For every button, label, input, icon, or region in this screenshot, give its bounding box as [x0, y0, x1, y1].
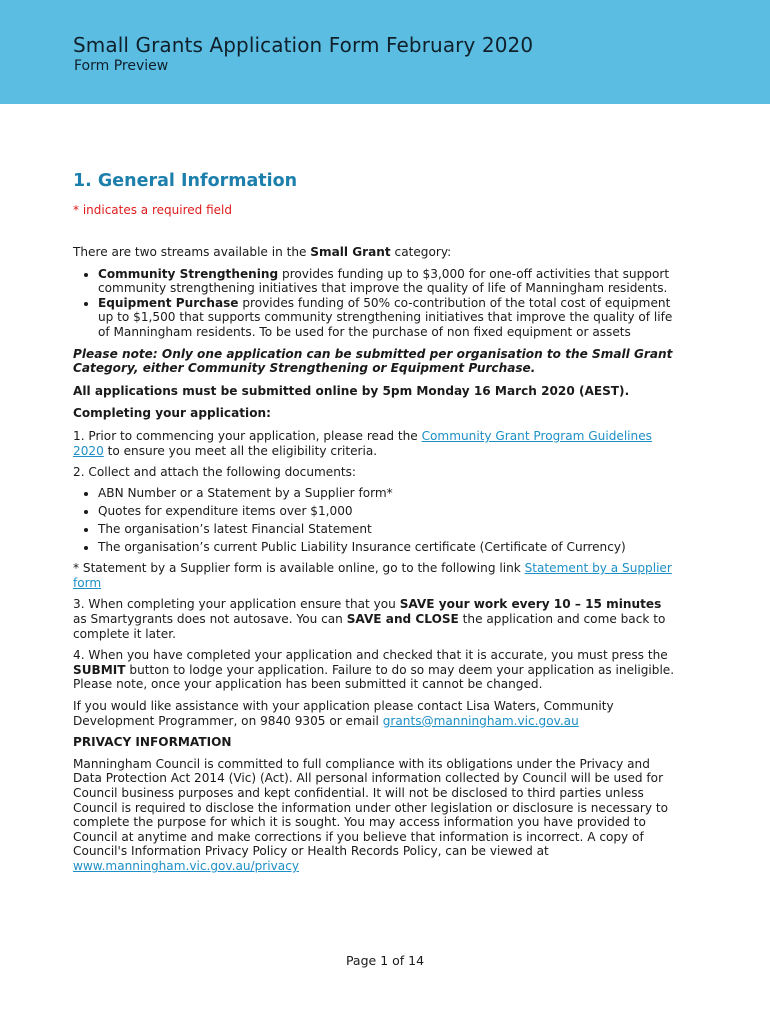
step-1-text: 1. Prior to commencing your application, please read the: [73, 428, 422, 443]
documents-list: [73, 486, 678, 555]
step-3-bold-2: SAVE and CLOSE: [346, 612, 459, 627]
form-title: Small Grants Application Form February 2020: [73, 33, 534, 57]
step-3: [73, 597, 678, 641]
supplier-note: [73, 561, 678, 590]
step-4-text: 4. When you have completed your application and checked that it is accurate, you must press the: [73, 648, 668, 663]
step-4-text-2: button to lodge your application. Failure to do so may deem your application as ineligible. Please note, once your application has been submitted it cannot be changed.: [73, 662, 675, 692]
assistance-text: If you would like assistance with your application please contact Lisa Waters, Community Development Programmer, on 9840 9305 or email: [73, 699, 614, 728]
intro-text: There are two streams available in the: [73, 245, 311, 259]
privacy-paragraph: [73, 757, 678, 874]
please-note: Please note: Only one application can be submitted per organisation to the Small Grant Category, either Community Strengthening or Equipment Purchase.: [73, 346, 673, 376]
list-item: • Quotes for expenditure items over $1,000: [98, 504, 678, 519]
privacy-text: Manningham Council is committed to full compliance with its obligations under the Privacy and Data Protection Act 2014 (Vic) (Act). All personal information collected by Council will be used for Council business purposes and kept confidential. It will not be disclosed to third parties unless Council is required to disclose the information under other legislation or disclosure is necessary to complete the purpose for which it is sought. You may access information you have provided to Council at anytime and make corrections if you believe that information is incorrect. A copy of Council's Information Privacy Policy or Health Records Policy, can be viewed at: [73, 756, 669, 859]
section-title: 1. General Information: [73, 171, 298, 191]
stream-name: Equipment Purchase: [98, 295, 239, 310]
intro-text-after: category:: [390, 245, 452, 259]
step-1-text-after: to ensure you meet all the eligibility criteria.: [103, 443, 378, 458]
supplier-form-link[interactable]: Statement by a Supplier form: [73, 561, 672, 590]
intro-bold: Small Grant: [310, 245, 391, 259]
stream-name: Community Strengthening: [98, 266, 279, 281]
privacy-link[interactable]: www.manningham.vic.gov.au/privacy: [73, 858, 300, 873]
step-3-bold: SAVE your work every 10 – 15 minutes: [399, 597, 662, 612]
deadline-text: All applications must be submitted online by 5pm Monday 16 March 2020 (AEST).: [73, 383, 630, 398]
supplier-note-text: * Statement by a Supplier form is available online, go to the following link: [73, 561, 525, 576]
step-3-text-2: as Smartygrants does not autosave. You can: [73, 612, 347, 627]
list-item: [98, 267, 678, 296]
guidelines-link[interactable]: Community Grant Program Guidelines 2020: [73, 428, 652, 458]
privacy-heading: PRIVACY INFORMATION: [73, 735, 232, 750]
form-content: [73, 170, 678, 874]
step-2: 2. Collect and attach the following documents:: [73, 465, 356, 480]
stream-text: provides funding of 50% co-contribution of the total cost of equipment up to $1,500 that supports community strengthening initiatives that improve the quality of life of Manningham residents. To be used for the purchase of non fixed equipment or assets: [98, 295, 673, 339]
streams-list: [73, 267, 678, 340]
page-header: [0, 0, 770, 104]
step-4: [73, 648, 678, 692]
required-field-note: * indicates a required field: [73, 203, 232, 217]
step-4-bold: SUBMIT: [73, 662, 126, 677]
completing-heading: Completing your application:: [73, 406, 271, 421]
assistance-paragraph: [73, 699, 678, 728]
email-link[interactable]: grants@manningham.vic.gov.au: [382, 713, 579, 728]
step-3-text-3: the application and come back to complete it later.: [73, 612, 666, 641]
list-item: [98, 296, 678, 340]
page-number: Page 1 of 14: [345, 953, 425, 968]
form-subtitle: Form Preview: [74, 58, 169, 74]
step-1: [73, 429, 678, 458]
step-3-text: 3. When completing your application ensure that you: [73, 597, 400, 612]
intro-paragraph: [73, 245, 678, 260]
list-item: • ABN Number or a Statement by a Supplier form*: [98, 486, 678, 501]
stream-text: provides funding up to $3,000 for one-off activities that support community strengthening initiatives that improve the quality of life of Manningham residents.: [98, 266, 670, 296]
list-item: • The organisation’s current Public Liability Insurance certificate (Certificate of Currency): [98, 540, 678, 555]
list-item: • The organisation’s latest Financial Statement: [98, 522, 678, 537]
